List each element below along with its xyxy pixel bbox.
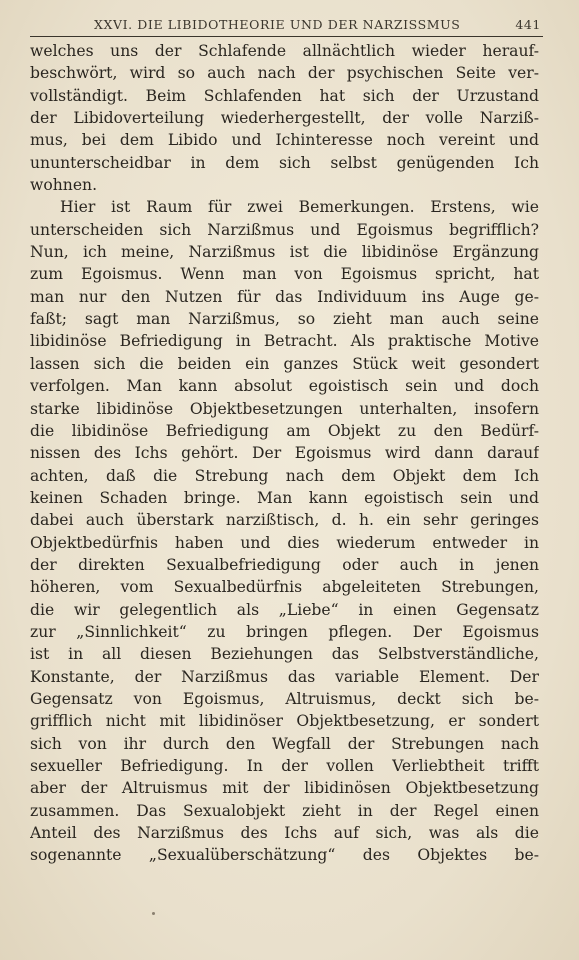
text-line: Gegensatz von Egoismus, Altruismus, deckt sich be- [30, 689, 539, 708]
text-line: die wir gelegentlich als „Liebe“ in einen Gegensatz [30, 600, 539, 619]
ink-speck [152, 912, 155, 915]
text-line: sexueller Befriedigung. In der vollen Verliebtheit trifft [30, 757, 539, 775]
text-line: achten, daß die Strebung nach dem Objekt dem Ich [30, 466, 539, 485]
text-line: Objektbedürfnis haben und dies wiederum entweder in [30, 533, 539, 552]
text-line: sich von ihr durch den Wegfall der Strebungen nach [30, 734, 539, 753]
text-line: grifflich nicht mit libidinöser Objektbesetzung, er sondert [30, 712, 539, 731]
text-line: der Libidoverteilung wiederhergestellt, der volle Narziß- [30, 109, 539, 128]
running-header [30, 14, 543, 37]
text-line: ist in all diesen Beziehungen das Selbstverständliche, [30, 645, 539, 664]
text-line: zum Egoismus. Wenn man von Egoismus spricht, hat [30, 265, 539, 284]
text-line: höheren, vom Sexualbedürfnis abgeleiteten Strebungen, [30, 578, 539, 597]
text-line: mus, bei dem Libido und Ichinteresse noch vereint und [30, 131, 539, 150]
text-line: ununterscheidbar in dem sich selbst genügenden Ich [30, 153, 539, 172]
text-line: starke libidinöse Objektbesetzungen unterhalten, insofern [30, 399, 539, 418]
text-line: der direkten Sexualbefriedigung oder auch in jenen [30, 555, 539, 574]
text-line: Konstante, der Narzißmus das variable Element. Der [30, 667, 539, 686]
text-line: man nur den Nutzen für das Individuum ins Auge ge- [30, 287, 539, 306]
text-line: zusammen. Das Sexualobjekt zieht in der Regel einen [30, 801, 539, 820]
text-line: Nun, ich meine, Narzißmus ist die libidinöse Ergänzung [30, 243, 539, 262]
text-line: unterscheiden sich Narzißmus und Egoismus begrifflich? [30, 220, 539, 239]
text-line: beschwört, wird so auch nach der psychischen Seite ver- [30, 64, 539, 83]
text-line: Anteil des Narzißmus des Ichs auf sich, was als die [30, 824, 539, 843]
running-title: XXVI. DIE LIBIDOTHEORIE UND DER NARZISSMUS [94, 17, 461, 32]
text-line: die libidinöse Befriedigung am Objekt zu den Bedürf- [30, 421, 539, 440]
text-line: welches uns der Schlafende allnächtlich wieder herauf- [30, 42, 539, 60]
text-line: nissen des Ichs gehört. Der Egoismus wird dann darauf [30, 444, 539, 463]
text-line: dabei auch überstark narzißtisch, d. h. ein sehr geringes [30, 511, 539, 530]
text-line: vollständigt. Beim Schlafenden hat sich der Urzustand [30, 86, 539, 105]
text-line: sogenannte „Sexualüberschätzung“ des Objektes be- [30, 846, 539, 865]
body-text [30, 40, 539, 867]
text-line: verfolgen. Man kann absolut egoistisch sein und doch [30, 377, 539, 396]
text-line: faßt; sagt man Narzißmus, so zieht man auch seine [30, 310, 539, 329]
text-line: aber der Altruismus mit der libidinösen Objektbesetzung [30, 779, 539, 798]
text-line: wohnen. [30, 176, 98, 195]
text-line: keinen Schaden bringe. Man kann egoistisch sein und [30, 488, 539, 507]
text-line: zur „Sinnlichkeit“ zu bringen pflegen. Der Egoismus [30, 622, 539, 641]
paragraph-start-line: Hier ist Raum für zwei Bemerkungen. Erstens, wie [60, 198, 539, 217]
text-line: libidinöse Befriedigung in Betracht. Als praktische Motive [30, 332, 539, 351]
text-line: lassen sich die beiden ein ganzes Stück weit gesondert [30, 354, 539, 373]
page-number: 441 [515, 17, 541, 32]
